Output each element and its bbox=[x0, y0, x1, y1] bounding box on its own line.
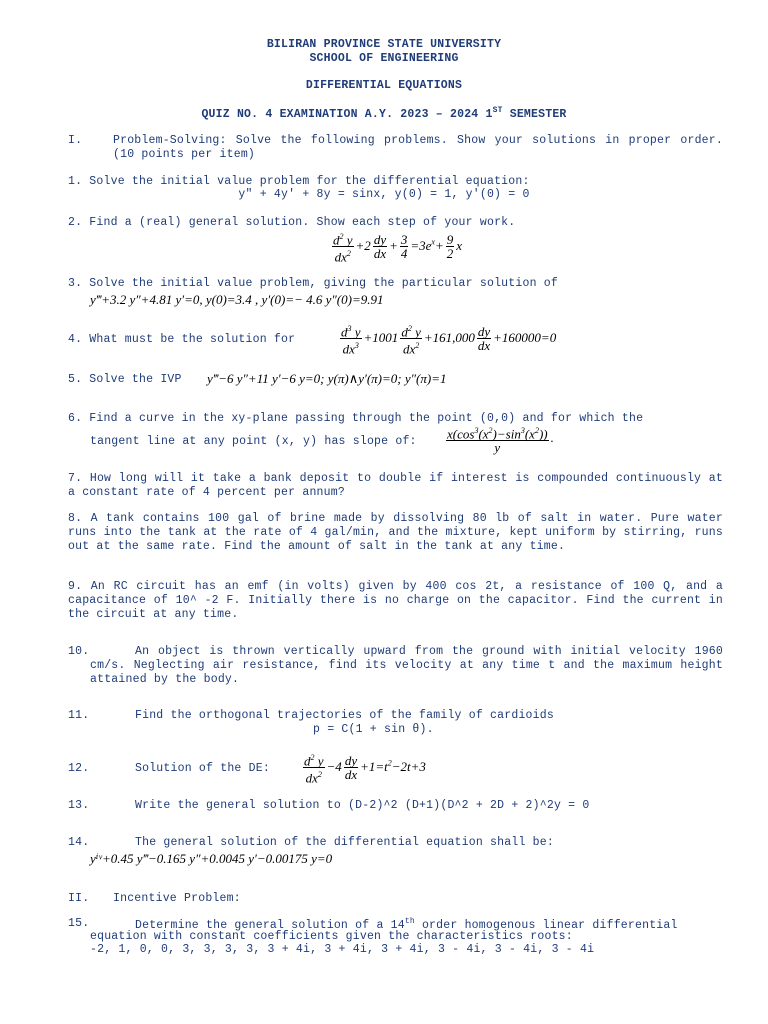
q15-roots: -2, 1, 0, 0, 3, 3, 3, 3, 3 + 4i, 3 + 4i, 3 + 4i, 3 - 4i, 3 - 4i, 3 - 4i bbox=[90, 943, 595, 956]
q13-number: 13. bbox=[68, 799, 90, 812]
q4-equation: $\frac{d^3 y}{dx^3}$ +1001 $\frac{d^2 y}{dx^2}$ +161,000 $\frac{dy}{dx}$ +160000=0 bbox=[341, 324, 557, 357]
q6-slope-expression: $\frac{x(\cos^3(x^2)-\sin^3(x^2))}{y}$ . bbox=[447, 426, 554, 456]
school-title: SCHOOL OF ENGINEERING bbox=[309, 52, 459, 65]
q3-text: 3. Solve the initial value problem, giving the particular solution of bbox=[68, 277, 558, 290]
q3-equation: y‴+3.2 y″+4.81 y′=0, y(0)=3.4 , y′(0)=− 4.6 y″(0)=9.91 bbox=[90, 292, 384, 307]
q15-text-end: order homogenous linear differential bbox=[414, 918, 678, 932]
section-2-title: Incentive Problem: bbox=[113, 892, 241, 905]
q12-equation: $\frac{d^2 y}{dx^2}$ −4 $\frac{dy}{dx}$ $+1=t^2-2t+3$ bbox=[304, 753, 426, 786]
q1-text: 1. Solve the initial value problem for the differential equation: bbox=[68, 175, 530, 188]
q12-number: 12. bbox=[68, 762, 90, 775]
q10-number: 10. bbox=[68, 645, 90, 658]
q12-text: Solution of the DE: bbox=[135, 762, 270, 775]
q11-equation: p = C(1 + sin θ). bbox=[313, 723, 434, 736]
q7-text: 7. How long will it take a bank deposit to double if interest is compounded continuously at a constant rate of 4 percent per annum? bbox=[68, 472, 723, 499]
q15-line2: equation with constant coefficients given the characteristics roots: bbox=[90, 930, 573, 943]
q11-number: 11. bbox=[68, 709, 90, 722]
q10-text: An object is thrown vertically upward from the ground with initial velocity 1960 cm/s. Neglecting air resistance, find its velocity at any time t and the maximum height attained by the body. bbox=[90, 645, 723, 686]
q4-text: 4. What must be the solution for bbox=[68, 333, 296, 346]
q11-text: Find the orthogonal trajectories of the family of cardioids bbox=[135, 709, 554, 722]
q6-text-line1: 6. Find a curve in the xy-plane passing through the point (0,0) and for which the bbox=[68, 412, 644, 425]
q15-number: 15. bbox=[68, 917, 90, 930]
q14-number: 14. bbox=[68, 836, 90, 849]
q8-text: 8. A tank contains 100 gal of brine made by dissolving 80 lb of salt in water. Pure water runs into the tank at the rate of 4 gal/min, and the mixture, kept uniform by stirring, runs out at the same rate. Find the amount of salt in the tank at any time. bbox=[68, 512, 723, 553]
quiz-title-end: SEMESTER bbox=[502, 107, 567, 121]
q5-equation: y‴−6 y″+11 y′−6 y=0; y(π)∧y′(π)=0; y″(π)=1 bbox=[207, 371, 447, 386]
q15-sup: th bbox=[404, 917, 415, 926]
q9-text: 9. An RC circuit has an emf (in volts) given by 400 cos 2t, a resistance of 100 Q, and a capacitance of 10^ -2 F. Initially there is no charge on the capacitor. Find the current in the circuit at any time. bbox=[68, 580, 723, 621]
q15-text-start: Determine the general solution of a 14 bbox=[135, 918, 405, 932]
section-1-number: I. bbox=[68, 134, 83, 147]
q6-text-line2: tangent line at any point (x, y) has slope of: bbox=[90, 435, 417, 448]
university-title: BILIRAN PROVINCE STATE UNIVERSITY bbox=[266, 38, 502, 51]
q14-equation: yⁱᵛ+0.45 y‴−0.165 y″+0.0045 y′−0.00175 y=0 bbox=[90, 851, 333, 866]
q2-equation: $\frac{d^2 y}{dx^2}$ +2 $\frac{dy}{dx}$ + $\frac{3}{4}$ $=3e^x+$ $\frac{9}{2}$ x bbox=[333, 232, 463, 265]
course-title: DIFFERENTIAL EQUATIONS bbox=[305, 79, 463, 92]
q1-equation: y″ + 4y′ + 8y = sinx, y(0) = 1, y′(0) = 0 bbox=[238, 188, 530, 201]
q13-text: Write the general solution to (D-2)^2 (D+1)(D^2 + 2D + 2)^2y = 0 bbox=[135, 799, 590, 812]
q14-text: The general solution of the differential equation shall be: bbox=[135, 836, 554, 849]
section-1-instructions: Problem-Solving: Solve the following problems. Show your solutions in proper order. (10 points per item) bbox=[113, 134, 723, 161]
quiz-title bbox=[0, 106, 768, 121]
q5-text: 5. Solve the IVP bbox=[68, 373, 182, 386]
quiz-title-main: QUIZ NO. 4 EXAMINATION A.Y. 2023 – 2024 1 bbox=[201, 107, 493, 121]
section-2-number: II. bbox=[68, 892, 90, 905]
quiz-title-sup: ST bbox=[492, 106, 503, 115]
q2-text: 2. Find a (real) general solution. Show each step of your work. bbox=[68, 216, 516, 229]
